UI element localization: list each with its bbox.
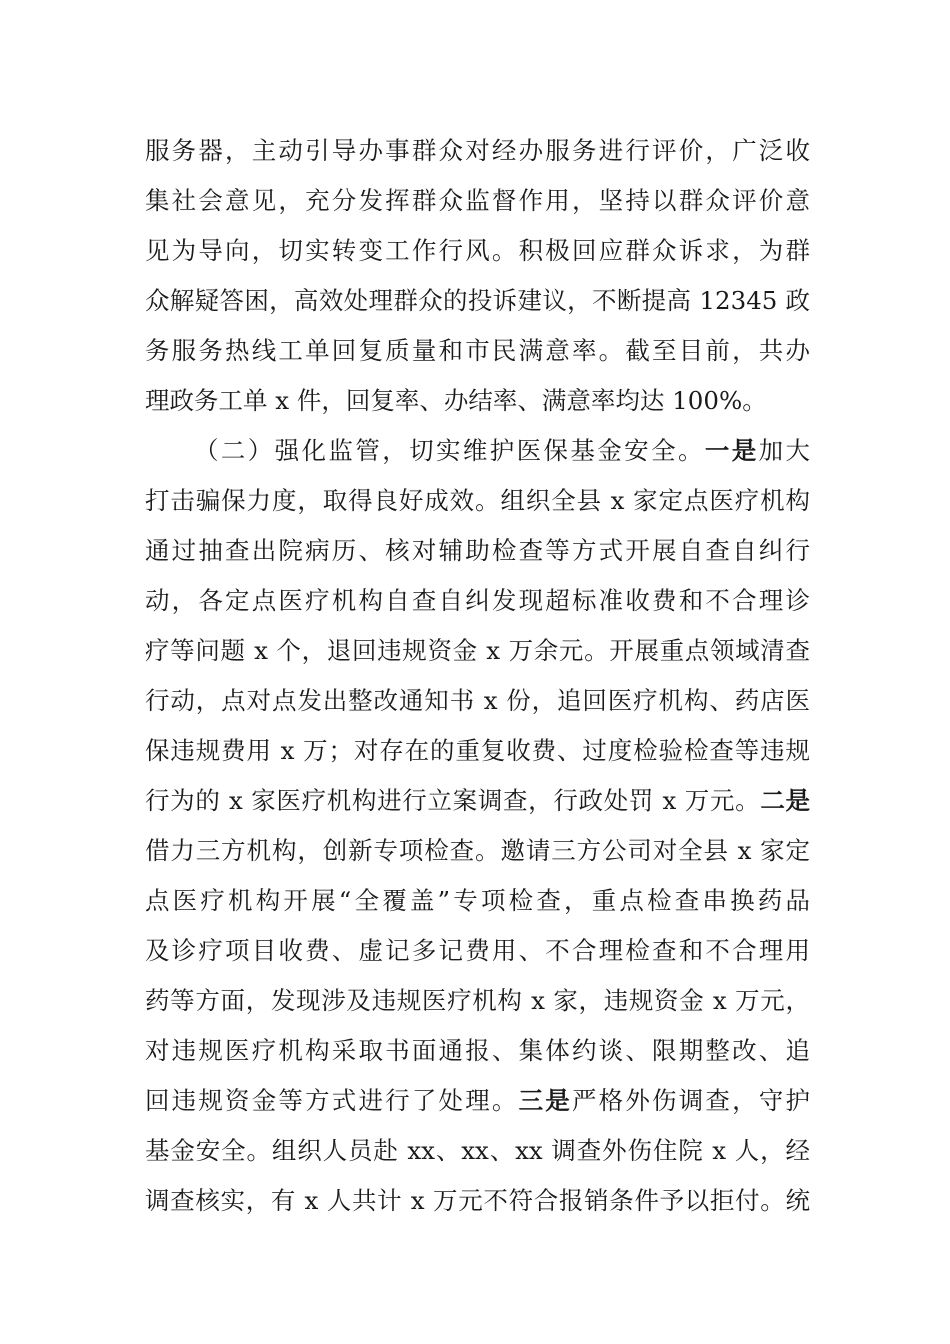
text-segment: 务服务热线工单回复质量和市民满意率。截至目前，共办 [145,336,810,365]
text-segment: 行为的 x 家医疗机构进行立案调查，行政处罚 x 万元。 [145,786,761,815]
text-segment: 严格外伤调查，守护 [572,1086,810,1115]
text-line [145,1076,810,1126]
text-segment: 行动，点对点发出整改通知书 x 份，追回医疗机构、药店医 [145,686,810,715]
text-segment: 借力三方机构，创新专项检查。邀请三方公司对全县 x 家定 [145,836,810,865]
text-line [145,576,810,626]
text-segment: 见为导向，切实转变工作行风。积极回应群众诉求，为群 [145,236,810,265]
bold-emphasis: 一是 [704,436,759,465]
text-segment: 对违规医疗机构采取书面通报、集体约谈、限期整改、追 [145,1036,810,1065]
text-line [145,526,810,576]
text-segment: 服务器，主动引导办事群众对经办服务进行评价，广泛收 [145,136,810,165]
text-segment: 通过抽查出院病历、核对辅助检查等方式开展自查自纠行 [145,536,810,565]
text-segment: 保违规费用 x 万；对存在的重复收费、过度检验检查等违规 [145,736,810,765]
text-segment: 点医疗机构开展“全覆盖”专项检查，重点检查串换药品 [145,886,810,915]
text-line [145,676,810,726]
text-line [145,876,810,926]
text-line [145,276,810,326]
text-line [145,1176,810,1226]
bold-emphasis: 二是 [760,786,810,815]
text-line [145,776,810,826]
text-segment: 打击骗保力度，取得良好成效。组织全县 x 家定点医疗机构 [145,486,810,515]
text-segment: 及诊疗项目收费、虚记多记费用、不合理检查和不合理用 [145,936,810,965]
text-segment: 调查核实，有 x 人共计 x 万元不符合报销条件予以拒付。统 [145,1186,810,1215]
text-segment: 药等方面，发现涉及违规医疗机构 x 家，违规资金 x 万元， [145,986,810,1015]
text-line [145,476,810,526]
text-line [145,976,810,1026]
text-segment: 理政务工单 x 件，回复率、办结率、满意率均达 100%。 [145,386,767,415]
text-line [145,376,810,426]
text-segment: 基金安全。组织人员赴 xx、xx、xx 调查外伤住院 x 人，经 [145,1136,810,1165]
text-segment: （二）强化监管，切实维护医保基金安全。 [194,436,705,465]
text-line [145,926,810,976]
text-line [145,326,810,376]
text-line [145,1026,810,1076]
text-segment: 加大 [758,436,810,465]
text-line [145,226,810,276]
text-line [145,826,810,876]
text-line [145,176,810,226]
body-text [145,126,810,1226]
text-line [145,626,810,676]
text-line [145,126,810,176]
text-segment: 动，各定点医疗机构自查自纠发现超标准收费和不合理诊 [145,586,810,615]
text-line [145,1126,810,1176]
text-segment: 疗等问题 x 个，退回违规资金 x 万余元。开展重点领域清查 [145,636,810,665]
text-line [145,426,810,476]
text-segment: 回违规资金等方式进行了处理。 [145,1086,519,1115]
bold-emphasis: 三是 [518,1086,572,1115]
text-line [145,726,810,776]
text-segment: 众解疑答困，高效处理群众的投诉建议，不断提高 12345 政 [145,286,810,315]
text-segment: 集社会意见，充分发挥群众监督作用，坚持以群众评价意 [145,186,810,215]
